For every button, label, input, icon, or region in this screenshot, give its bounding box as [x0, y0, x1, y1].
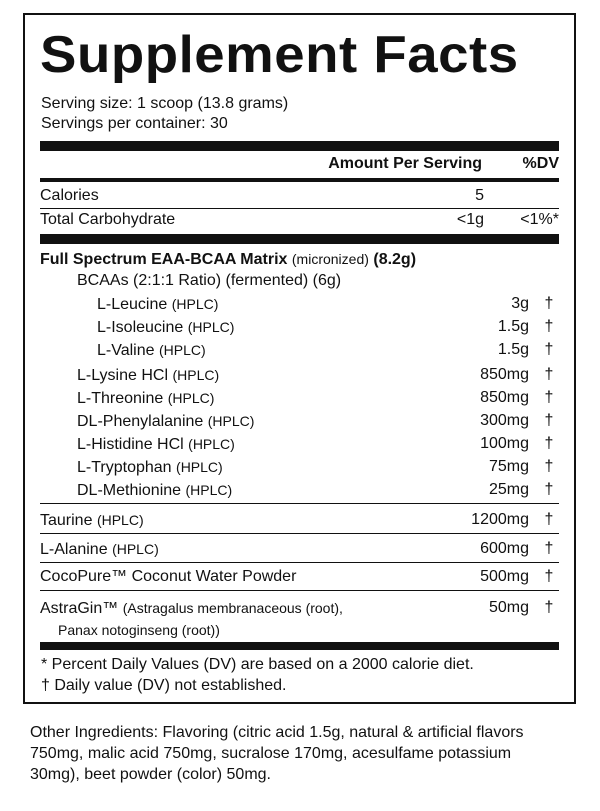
footnote-dagger: † Daily value (DV) not established.: [41, 677, 287, 694]
ingredient-name: L-Threonine: [77, 390, 164, 407]
footnote-dv: * Percent Daily Values (DV) are based on a 2000 calorie diet.: [41, 656, 474, 673]
ingredient-amount: 25mg: [488, 481, 529, 498]
calories-label: Calories: [40, 187, 99, 204]
thick-divider: [40, 642, 559, 650]
bcaa-heading-text: BCAAs (2:1:1 Ratio) (fermented) (6g): [77, 272, 342, 289]
row-divider: [40, 562, 559, 563]
ingredient-tag: (HPLC): [158, 342, 206, 358]
dagger-mark: †: [544, 458, 554, 475]
ingredient-name: L-Valine: [97, 342, 155, 359]
dagger-mark: †: [544, 412, 554, 429]
ingredient-amount: 600mg: [480, 540, 529, 557]
ingredient-name: L-Leucine: [97, 296, 168, 313]
ingredient-name: L-Isoleucine: [97, 319, 184, 336]
dagger-mark: †: [544, 341, 554, 358]
ingredient-name: L-Alanine: [40, 541, 108, 558]
dagger-mark: †: [544, 568, 554, 585]
medium-divider: [40, 178, 559, 182]
dagger-mark: †: [544, 366, 554, 383]
matrix-name: Full Spectrum EAA-BCAA Matrix: [40, 251, 288, 268]
dagger-mark: †: [544, 599, 554, 616]
dv-header: %DV: [522, 155, 559, 172]
ingredient-amount: 850mg: [480, 366, 529, 383]
dagger-mark: †: [544, 540, 554, 557]
ingredient-amount: 1.5g: [497, 341, 529, 358]
row-divider: [40, 208, 559, 209]
serving-size: Serving size: 1 scoop (13.8 grams): [41, 95, 289, 112]
ingredient-tag: (HPLC): [96, 512, 144, 528]
ingredient-amount: 850mg: [480, 389, 529, 406]
dagger-mark: †: [544, 511, 554, 528]
other-ingredients: [30, 722, 575, 785]
ingredient-tag: (HPLC): [176, 459, 223, 475]
dagger-mark: †: [544, 318, 554, 335]
ingredient-name: L-Lysine HCl: [77, 367, 168, 384]
ingredient-tag: (HPLC): [185, 482, 233, 498]
ingredient-tag: (HPLC): [167, 390, 215, 406]
carbohydrate-label: Total Carbohydrate: [40, 211, 176, 228]
dagger-mark: †: [544, 481, 554, 498]
ingredient-name: L-Histidine HCl: [77, 436, 184, 453]
panel-title: Supplement Facts: [40, 26, 519, 84]
carbohydrate-dv: <1%*: [520, 211, 559, 228]
matrix-amount: (8.2g): [373, 251, 417, 268]
dagger-mark: †: [544, 295, 554, 312]
dagger-mark: †: [544, 435, 554, 452]
servings-per-container: Servings per container: 30: [41, 115, 228, 132]
ingredient-amount: 500mg: [480, 568, 529, 585]
calories-amount: 5: [475, 187, 484, 204]
ingredient-amount: 100mg: [480, 435, 529, 452]
ingredient-tag: (HPLC): [171, 296, 219, 312]
other-ingredients-line: Other Ingredients: Flavoring (citric acid 1.5g, natural & artificial flavors: [30, 724, 524, 741]
ingredient-name: L-Tryptophan: [77, 459, 172, 476]
thick-divider: [40, 141, 559, 151]
ingredient-amount: 50mg: [488, 599, 529, 616]
carbohydrate-amount: <1g: [456, 211, 484, 228]
ingredient-amount: 1.5g: [497, 318, 529, 335]
ingredient-tag: (HPLC): [188, 436, 235, 452]
ingredient-tag: (HPLC): [172, 367, 220, 383]
other-ingredients-line: 30mg), beet powder (color) 50mg.: [30, 766, 271, 783]
matrix-note: (micronized): [291, 251, 369, 267]
ingredient-name: DL-Methionine: [77, 482, 182, 499]
row-divider: [40, 503, 559, 504]
ingredient-name: DL-Phenylalanine: [77, 413, 204, 430]
ingredient-tag: (HPLC): [112, 541, 159, 557]
thick-divider: [40, 234, 559, 244]
amount-per-serving-header: Amount Per Serving: [328, 155, 482, 172]
ingredient-tag: (HPLC): [207, 413, 255, 429]
dagger-mark: †: [544, 389, 554, 406]
ingredient-name: CocoPure™ Coconut Water Powder: [40, 568, 297, 585]
ingredient-amount: 300mg: [480, 412, 529, 429]
row-divider: [40, 533, 559, 534]
ingredient-tag: (Astragalus membranaceous (root),: [122, 600, 343, 616]
row-divider: [40, 590, 559, 591]
ingredient-tag: Panax notoginseng (root)): [58, 622, 220, 638]
ingredient-name: AstraGin™: [40, 600, 119, 617]
other-ingredients-line: 750mg, malic acid 750mg, sucralose 170mg, acesulfame potassium: [30, 745, 512, 762]
ingredient-amount: 1200mg: [471, 511, 529, 528]
ingredient-amount: 3g: [511, 295, 529, 312]
supplement-facts-panel: [23, 13, 576, 704]
ingredient-name: Taurine: [40, 512, 93, 529]
ingredient-amount: 75mg: [488, 458, 529, 475]
ingredient-tag: (HPLC): [187, 319, 235, 335]
